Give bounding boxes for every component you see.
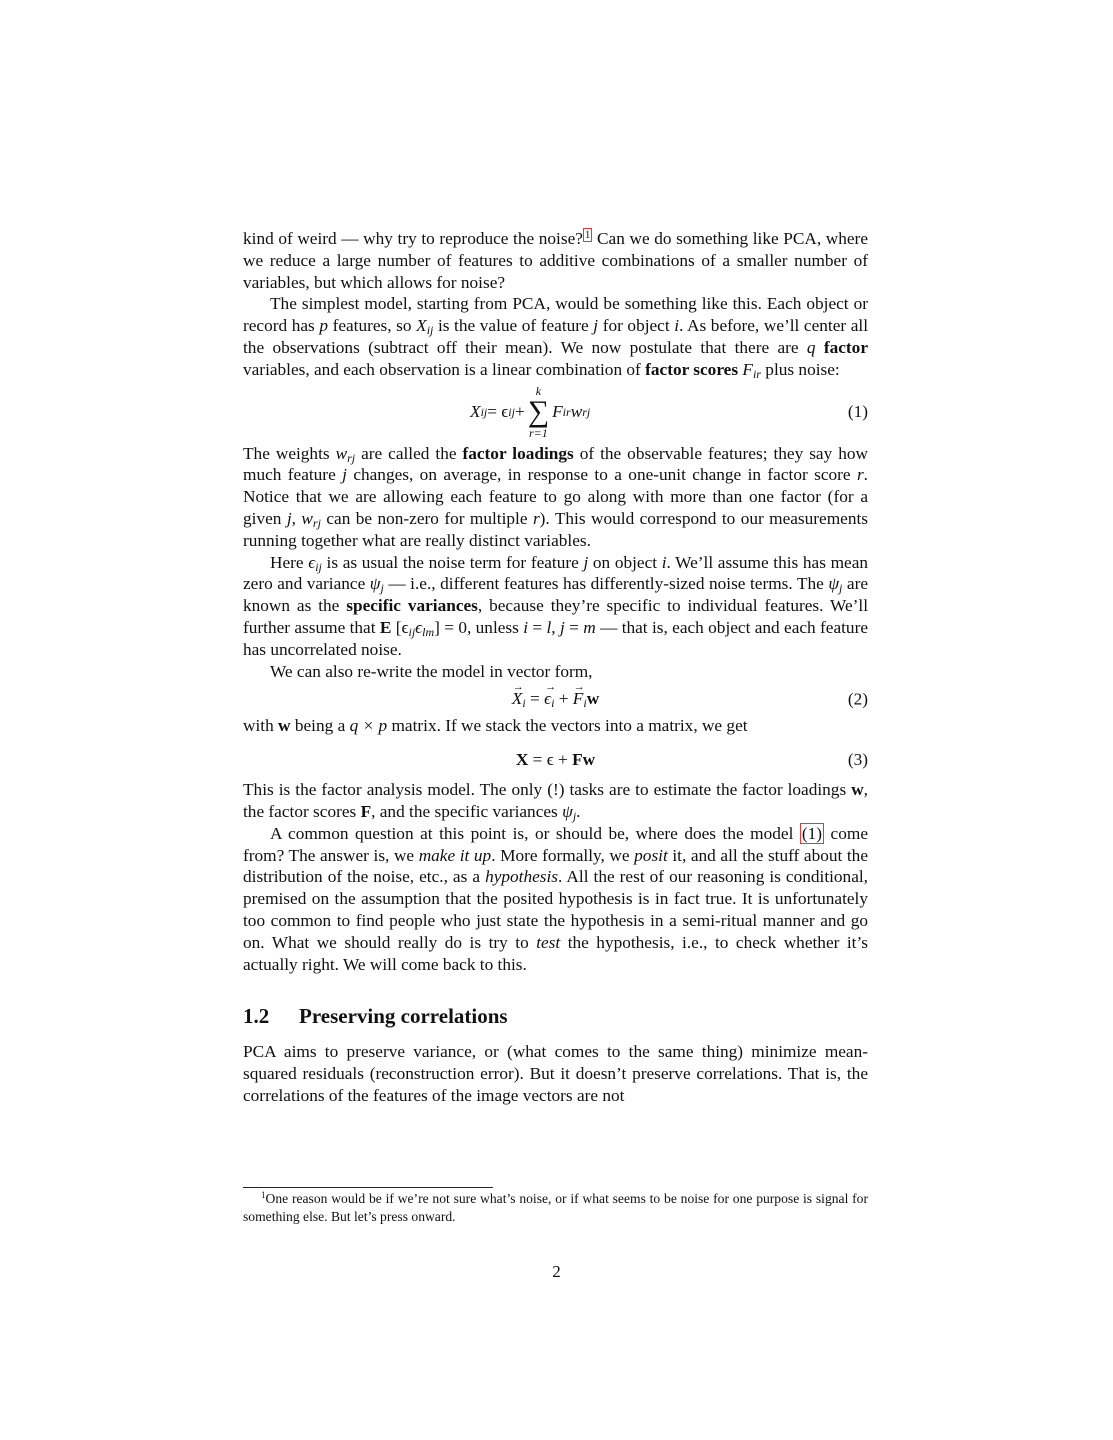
footnote: $^1$One reason would be if we’re not sure what’s noise, or if what seems to be noise for one purpose is signal for something else. But let’s press onward. xyxy=(243,1190,868,1224)
equation-number-1: (1) xyxy=(847,401,868,421)
equation-number-3: (3) xyxy=(847,750,868,770)
paragraph-factor-loadings: The weights $w_{rj}$ are called the factor loadings of the observable features; they say how much feature j changes, on average, in response to a one-unit change in factor score r. Notice that we are allowing each feature to go along with more than one factor (for a given j, $w_{rj}$ can be non-zero for multiple r). This would correspond to our measurements running together what are really distinct variables. xyxy=(243,443,869,550)
footnote-divider xyxy=(243,1187,493,1188)
paragraph-hypothesis: A common question at this point is, or should be, where does the model (1) come from? The answer is, we make it up. More formally, we posit it, and all the stuff about the distribution of the noise, etc., as a hypothesis. All the rest of our reasoning is conditional, premised on the assumption that the posited hypothesis is in fact true. It is unfortunately too common to find people who just state the hypothesis in a semi-ritual manner and go on. What we should really do is try to test the hypothesis, i.e., to check whether it’s actually right. We will come back to this. xyxy=(243,823,868,974)
equation-ref-link[interactable]: (1) xyxy=(801,823,823,843)
page-body xyxy=(243,228,868,1107)
page-number: 2 xyxy=(552,1262,561,1281)
paragraph-simplest-model: The simplest model, starting from PCA, would be something like this. Each object or record has p features, so $X_{ij}$ is the value of feature j for object i. As before, we’ll center all the observations (subtract off their mean). We now postulate that there are q factor variables, and each observation is a linear combination of factor scores $F_{ir}$ plus noise: xyxy=(243,294,868,381)
paragraph-factor-model: This is the factor analysis model. The only (!) tasks are to estimate the factor loadings w, the factor scores F, and the specific variances $\psi_j$. xyxy=(243,780,868,823)
equation-number-2: (2) xyxy=(847,689,868,709)
paragraph-intro: kind of weird — why try to reproduce the noise? $^1$ Can we do something like PCA, where we reduce a large number of features to additive combinations of a smaller number of variables, but which allows for noise? xyxy=(243,229,868,292)
summation-symbol: k ∑ r=1 xyxy=(527,383,550,440)
equation-1: X ij = ϵ ij + k ∑ r=1 F ir w rj (1) xyxy=(470,383,868,440)
paragraph-stack-vectors: with w being a q × p matrix. If we stack the vectors into a matrix, we get xyxy=(243,716,748,736)
paragraph-vector-form: We can also re-write the model in vector form, xyxy=(270,661,593,681)
footnote-ref-link[interactable]: 1 xyxy=(584,229,591,241)
equation-3: X = ϵ + Fw (3) xyxy=(243,745,868,775)
equation-2: → $X_i$ = → $\epsilon_i$ + → $F_iw$ (2) xyxy=(243,682,868,715)
section-heading: 1.2 Preserving correlations xyxy=(243,1004,508,1029)
paragraph-preserving-correlations: PCA aims to preserve variance, or (what comes to the same thing) minimize mean-squared residuals (reconstruction error). But it doesn’t preserve correlations. That is, the correlations of the features of the image vectors are not xyxy=(243,1042,868,1105)
paragraph-noise-term: Here $\epsilon_{ij}$ is as usual the noise term for feature j on object i. We’ll assume this has mean zero and variance $\psi_j$ — i.e., different features has differently-sized noise terms. The $\psi_j$ are known as the specific variances, because they’re specific to individual features. We’ll further assume that E $[\epsilon_{ij}\epsilon_{lm}] = 0$, unless i = l, j = m — that is, each object and each feature has uncorrelated noise. xyxy=(243,552,869,659)
